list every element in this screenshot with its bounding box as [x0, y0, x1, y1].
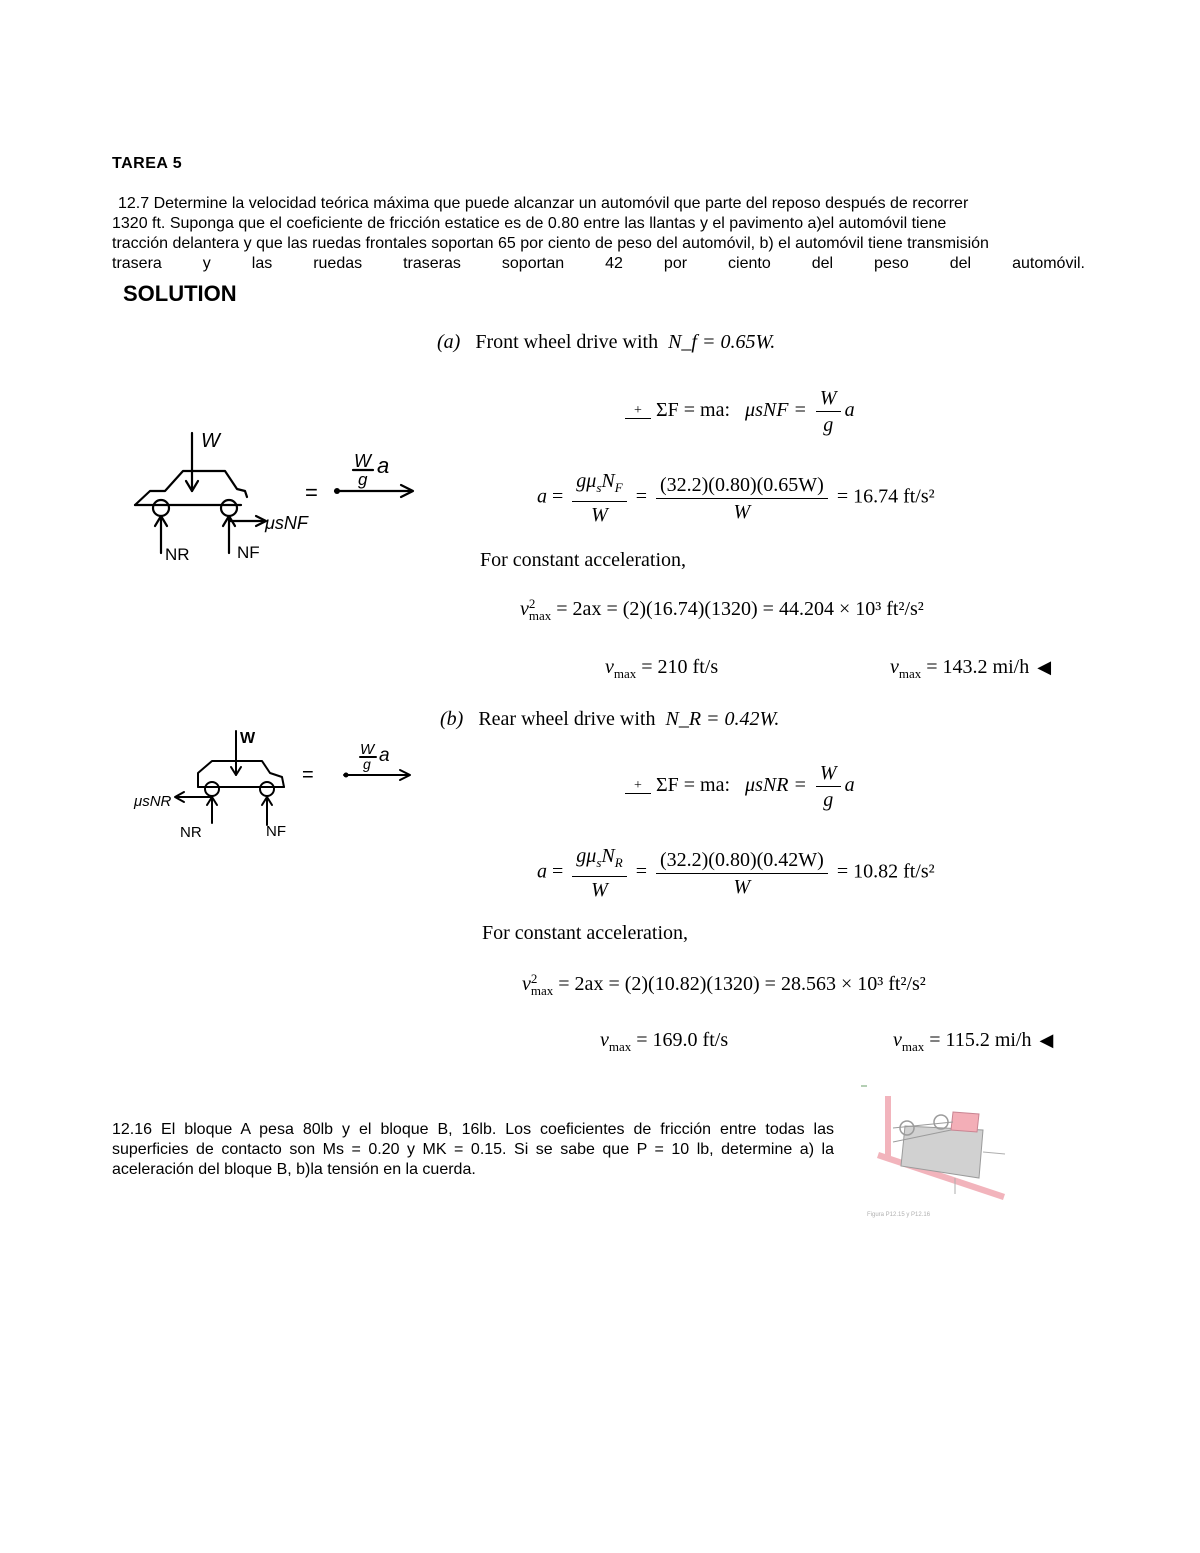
- front-wheel-a: [221, 500, 237, 516]
- free-body-diagram-a: [125, 425, 425, 570]
- part-b-g-mu-n-over-w: $\frac{g\mu_sN_R}{W}$: [572, 843, 626, 903]
- problem-12-7-line-3: tracción delantera y que las ruedas frontales soportan 65 por ciento de peso del automóvil, b) el automóvil tiene transmisión: [112, 235, 989, 252]
- part-b-vmax-mih-value: = 115.2 mi/h: [929, 1029, 1032, 1051]
- part-b-accel-equation: a = $\frac{g\mu_sN_R}{W}$ = $\frac{(32.2)(0.80)(0.42W)}{W}$ = 10.82 ft/s²: [537, 845, 935, 901]
- part-b-condition: N_R = 0.42W.: [665, 708, 780, 730]
- ma-numerator-a: W: [354, 451, 371, 471]
- ma-accel-b: a: [379, 745, 390, 766]
- part-a-header: [437, 330, 775, 354]
- part-a-accel-equation: a = $\frac{g\mu_sN_F}{W}$ = $\frac{(32.2)(0.80)(0.65W)}{W}$ = 16.74 ft/s²: [537, 470, 935, 526]
- part-a-w-over-g: $\frac{W}{g}$: [816, 385, 841, 438]
- figure-p12-16: [855, 1082, 1025, 1222]
- part-b-w-over-g: $\frac{W}{g}$: [816, 760, 841, 813]
- front-wheel-b: [260, 782, 274, 796]
- part-a-label: (a): [437, 331, 461, 353]
- equals-sign-b: =: [302, 764, 314, 786]
- wall-hatch: [885, 1096, 891, 1160]
- ma-denominator-a: g: [358, 470, 368, 489]
- block-b: [951, 1112, 979, 1132]
- pulley-2: [934, 1115, 948, 1129]
- free-body-diagram-b: [130, 725, 420, 850]
- part-b-accel-result: = 10.82 ft/s²: [836, 860, 935, 883]
- part-b-sum-lhs: μsNR =: [745, 774, 807, 797]
- part-a-sum-equation: + ΣF = ma: μsNF = $\frac{W}{g}$ a: [625, 385, 855, 438]
- part-a-const-text: For constant acceleration,: [480, 549, 687, 571]
- positive-direction-arrow: +: [625, 779, 651, 794]
- part-a-condition: N_f = 0.65W.: [668, 331, 776, 353]
- front-normal-label-a: NF: [237, 543, 260, 562]
- problem-12-7-line-4: trasera y las ruedas traseras soportan 42 por ciento del peso del automóvil.: [112, 255, 1085, 272]
- answer-marker-icon: ◀: [1037, 657, 1052, 677]
- part-b-sum-equation: + ΣF = ma: μsNR = $\frac{W}{g}$ a: [625, 760, 855, 813]
- part-a-vmax-mih: $v_{max} = 143.2$ mi/h ◀: [890, 656, 1052, 681]
- part-a-v2-expr: = 2ax = (2)(16.74)(1320) = 44.204 × 10³ ft²/s²: [556, 598, 924, 620]
- friction-label-b: μsNR: [134, 793, 172, 810]
- front-normal-label-b: NF: [266, 823, 286, 840]
- part-b-label: (b): [440, 708, 464, 730]
- part-a-v2-equation: v 2 max = 2ax = (2)(16.74)(1320) = 44.204 × 10³ ft²/s²: [520, 596, 924, 624]
- part-a-vmax-fts: $v_{max} = 210$ ft/s: [605, 656, 719, 681]
- weight-label-b: W: [240, 730, 256, 747]
- part-b-v2-expr: = 2ax = (2)(10.82)(1320) = 28.563 × 10³ ft²/s²: [558, 973, 926, 995]
- rear-wheel-b: [205, 782, 219, 796]
- part-b-vmax-fts-value: = 169.0 ft/s: [636, 1029, 729, 1051]
- part-b-vmax-mih: $v_{max} = 115.2$ mi/h ◀: [893, 1029, 1054, 1054]
- part-b-v2-equation: v 2 max = 2ax = (2)(10.82)(1320) = 28.563 × 10³ ft²/s²: [522, 971, 926, 999]
- positive-direction-arrow: +: [625, 404, 651, 419]
- part-a-sum-prefix: ΣF = ma:: [656, 399, 731, 422]
- problem-12-7-line-2: 1320 ft. Suponga que el coeficiente de fricción estatice es de 0.80 entre las llantas y el pavimento a)el automóvil tiene: [112, 215, 947, 232]
- ma-denominator-b: g: [363, 756, 371, 772]
- part-a-g-mu-n-over-w: $\frac{g\mu_sN_F}{W}$: [572, 468, 626, 528]
- block-a: [901, 1126, 983, 1178]
- weight-label-a: W: [201, 430, 220, 452]
- problem-12-7-line-1: 12.7 Determine la velocidad teórica máxima que puede alcanzar un automóvil que parte del reposo después de recorrer: [118, 195, 969, 212]
- part-b-header: [440, 707, 779, 731]
- answer-marker-icon: ◀: [1039, 1030, 1054, 1050]
- rear-wheel-a: [153, 500, 169, 516]
- rear-normal-label-a: NR: [165, 545, 190, 564]
- solution-heading: SOLUTION: [123, 281, 237, 306]
- friction-label-a: μsNF: [265, 513, 308, 533]
- rear-normal-label-b: NR: [180, 824, 202, 841]
- part-a-sum-lhs: μsNF =: [745, 399, 807, 422]
- part-b-text: Rear wheel drive with: [478, 708, 656, 730]
- force-p-arrow: [983, 1152, 1005, 1154]
- part-a-vmax-mih-value: = 143.2 mi/h: [926, 656, 1030, 678]
- part-a-text: Front wheel drive with: [475, 331, 659, 353]
- problem-12-16-text: 12.16 El bloque A pesa 80lb y el bloque B, 16lb. Los coeficientes de fricción entre todas las superficies de contacto son Ms = 0.20 y MK = 0.15. Si se sabe que P = 10 lb, determine a) la aceleración del bloque B, b)la tensión en la cuerda.: [112, 1121, 834, 1178]
- part-a-vmax-fts-value: = 210 ft/s: [641, 656, 719, 678]
- ma-numerator-b: W: [360, 741, 375, 758]
- page-title: TAREA 5: [112, 155, 183, 172]
- part-b-const-text: For constant acceleration,: [482, 922, 689, 944]
- part-b-accel-fraction: $\frac{(32.2)(0.80)(0.42W)}{W}$: [656, 847, 828, 900]
- part-a-accel-fraction: $\frac{(32.2)(0.80)(0.65W)}{W}$: [656, 472, 828, 525]
- part-b-vmax-fts: $v_{max} = 169.0$ ft/s: [600, 1029, 729, 1054]
- part-b-sum-prefix: ΣF = ma:: [656, 774, 731, 797]
- part-a-accel-result: = 16.74 ft/s²: [836, 485, 935, 508]
- figure-caption: Figura P12.15 y P12.16: [867, 1212, 931, 1218]
- equals-sign-a: =: [305, 480, 318, 505]
- ma-accel-a: a: [377, 453, 390, 478]
